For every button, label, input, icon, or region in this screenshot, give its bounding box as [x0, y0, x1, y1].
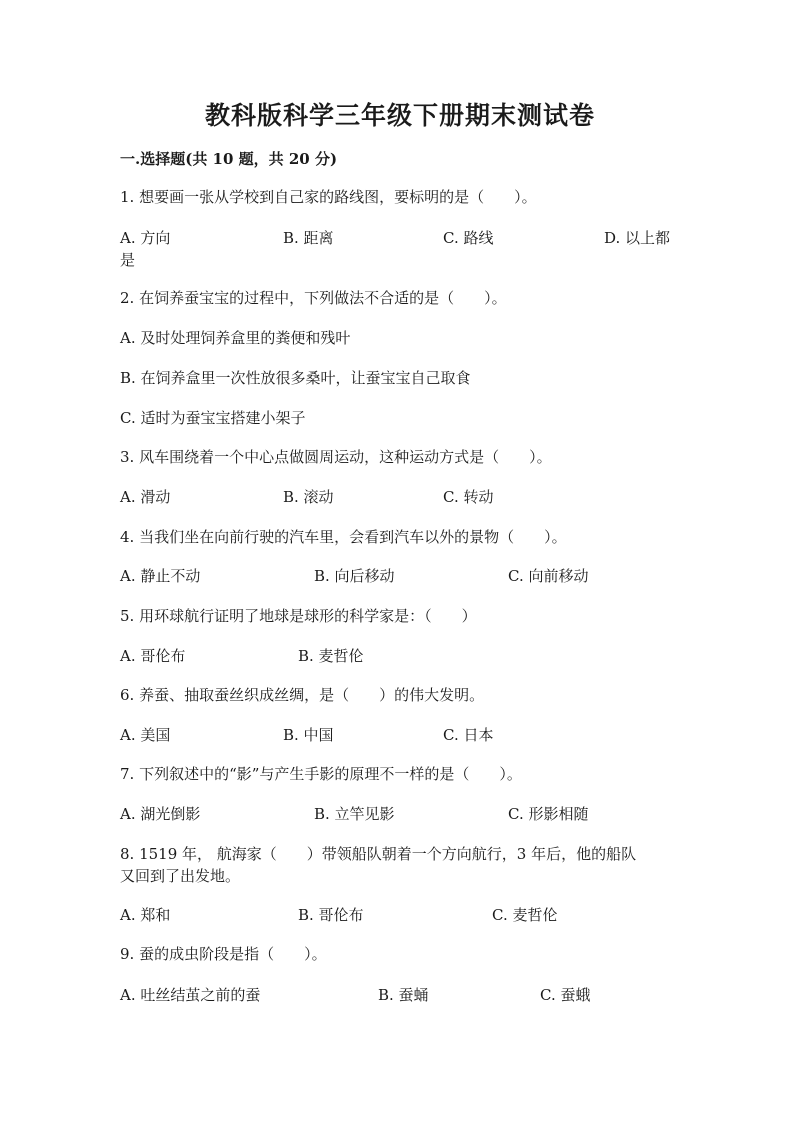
question-9-option-a: A. 吐丝结茧之前的蚕 [120, 986, 261, 1004]
question-8-option-a: A. 郑和 [120, 906, 171, 924]
question-5-stem: 5. 用环球航行证明了地球是球形的科学家是：（ ） [120, 607, 477, 625]
question-1-option-d-continuation: 是 [120, 251, 136, 269]
question-4-option-a: A. 静止不动 [120, 567, 201, 585]
question-1-option-d: D. 以上都 [604, 229, 671, 247]
question-2-option-c: C. 适时为蚕宝宝搭建小架子 [120, 409, 306, 427]
question-5-option-a: A. 哥伦布 [120, 647, 186, 665]
question-3-option-b: B. 滚动 [283, 488, 334, 506]
question-4-option-c: C. 向前移动 [508, 567, 589, 585]
question-2-stem: 2. 在饲养蚕宝宝的过程中，下列做法不合适的是（ ）。 [120, 289, 507, 307]
question-1-option-c: C. 路线 [443, 229, 494, 247]
question-6-stem: 6. 养蚕、抽取蚕丝织成丝绸，是（ ）的伟大发明。 [120, 686, 485, 704]
question-7-option-b: B. 立竿见影 [314, 805, 395, 823]
question-7-stem: 7. 下列叙述中的“影”与产生手影的原理不一样的是（ ）。 [120, 765, 522, 783]
question-8-stem: 8. 1519 年， 航海家（ ）带领船队朝着一个方向航行，3 年后，他的船队 [120, 845, 637, 863]
section-heading: 一.选择题(共 10 题，共 20 分) [120, 150, 338, 168]
question-7-option-a: A. 湖光倒影 [120, 805, 201, 823]
question-1-option-b: B. 距离 [283, 229, 334, 247]
question-7-option-c: C. 形影相随 [508, 805, 589, 823]
question-8-stem-continuation: 又回到了出发地。 [120, 867, 241, 885]
question-1-stem: 1. 想要画一张从学校到自己家的路线图，要标明的是（ ）。 [120, 188, 537, 206]
question-2-option-a: A. 及时处理饲养盒里的粪便和残叶 [120, 329, 351, 347]
question-6-option-a: A. 美国 [120, 726, 171, 744]
question-3-option-c: C. 转动 [443, 488, 494, 506]
question-1-option-a: A. 方向 [120, 229, 171, 247]
question-9-stem: 9. 蚕的成虫阶段是指（ ）。 [120, 945, 327, 963]
question-3-stem: 3. 风车围绕着一个中心点做圆周运动，这种运动方式是（ ）。 [120, 448, 552, 466]
question-4-stem: 4. 当我们坐在向前行驶的汽车里，会看到汽车以外的景物（ ）。 [120, 528, 567, 546]
question-8-option-c: C. 麦哲伦 [492, 906, 558, 924]
question-2-option-b: B. 在饲养盒里一次性放很多桑叶，让蚕宝宝自己取食 [120, 369, 471, 387]
question-9-option-b: B. 蚕蛹 [378, 986, 429, 1004]
question-6-option-c: C. 日本 [443, 726, 494, 744]
question-6-option-b: B. 中国 [283, 726, 334, 744]
question-8-option-b: B. 哥伦布 [298, 906, 364, 924]
question-3-option-a: A. 滑动 [120, 488, 171, 506]
question-9-option-c: C. 蚕蛾 [540, 986, 591, 1004]
question-4-option-b: B. 向后移动 [314, 567, 395, 585]
page-title: 教科版科学三年级下册期末测试卷 [204, 101, 595, 130]
question-5-option-b: B. 麦哲伦 [298, 647, 364, 665]
